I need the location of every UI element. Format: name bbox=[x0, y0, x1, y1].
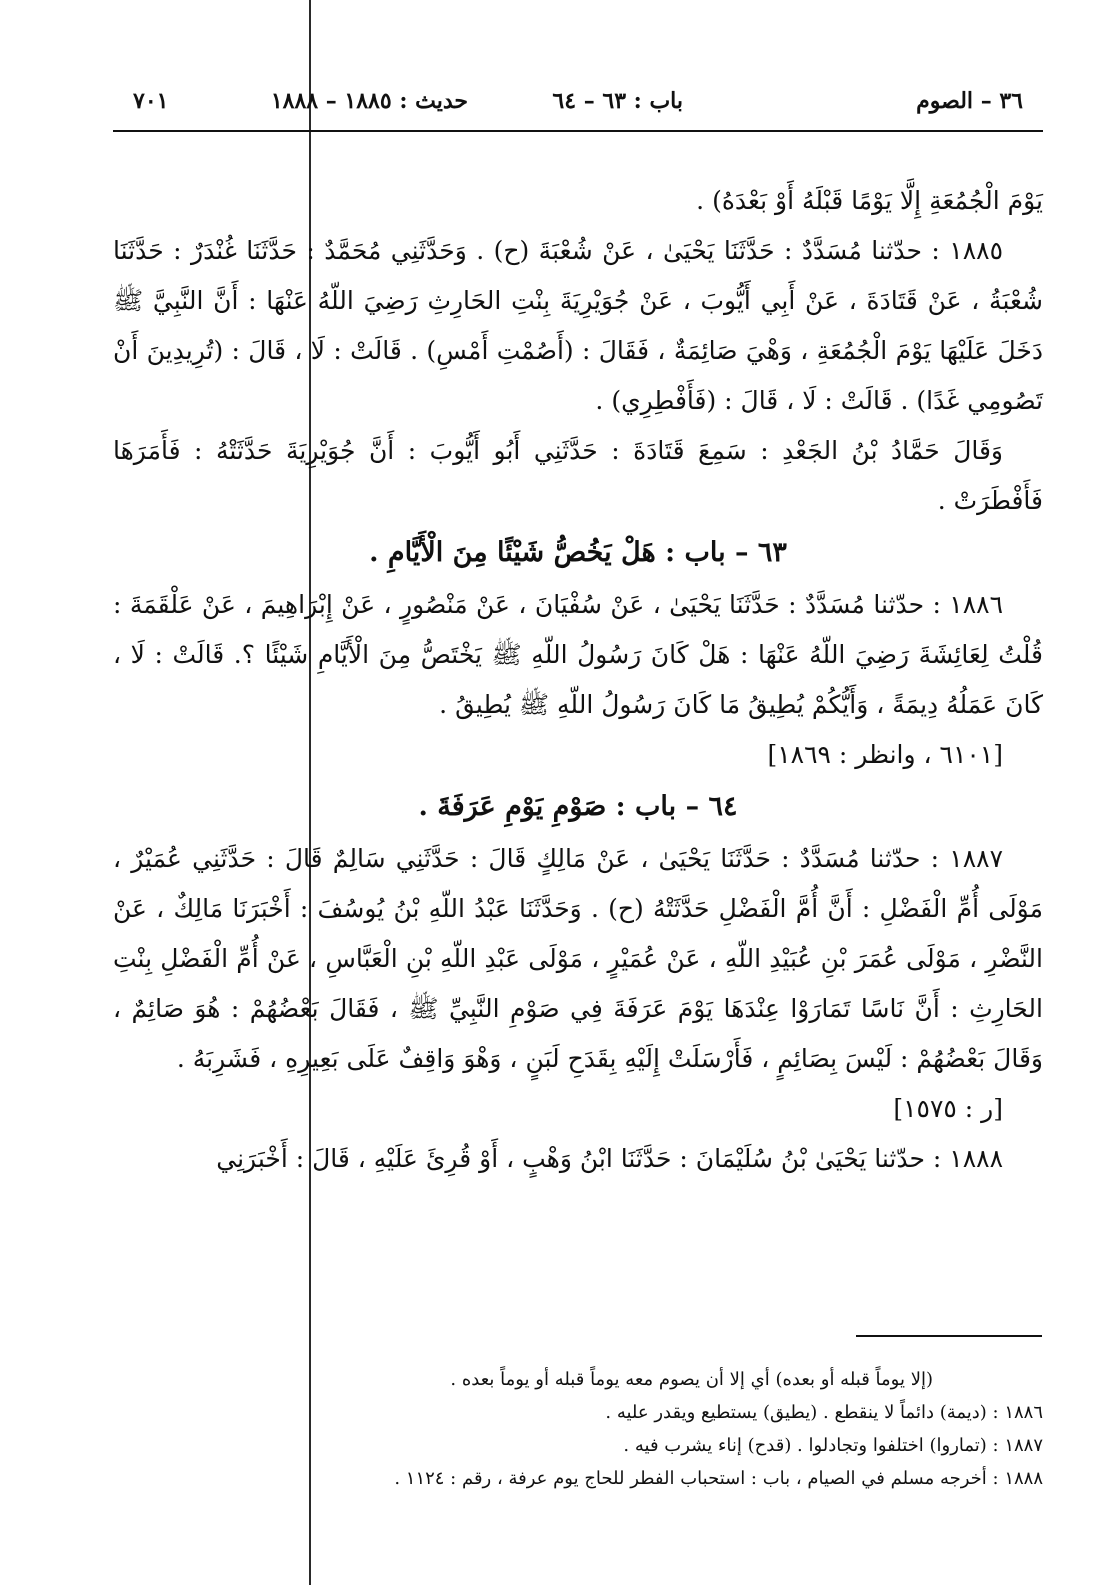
chapter-heading-63: ٦٣ – باب : هَلْ يَخُصُّ شَيْئًا مِنَ الْأَيَّامِ . bbox=[369, 537, 787, 568]
footnote-1: (إلا يوماً قبله أو بعده) أي إلا أن يصوم معه يوماً قبله أو يوماً بعده . bbox=[450, 1369, 933, 1390]
chapter-heading-64: ٦٤ – باب : صَوْمِ يَوْمِ عَرَفَةَ . bbox=[418, 791, 738, 822]
continued-line: يَوْمَ الْجُمُعَةِ إِلَّا يَوْمًا قَبْلَهُ أَوْ بَعْدَهُ) . bbox=[696, 186, 1043, 215]
footnotes bbox=[113, 1363, 1043, 1495]
cross-reference-1887: [ر : ١٥٧٥] bbox=[893, 1094, 1003, 1123]
hadith-1886: ١٨٨٦ : حدّثنا مُسَدَّدٌ : حَدَّثَنَا يَحْيَىٰ ، عَنْ سُفْيَانَ ، عَنْ مَنْصُورٍ ، عَنْ إِبْرَاهِيمَ ، عَنْ عَلْقَمَةَ : قُلْتُ لِعَائِشَةَ رَضِيَ اللّهُ عَنْهَا : هَلْ كَانَ رَسُولُ اللّهِ ﷺ يَخْتَصُّ مِنَ الْأَيَّامِ شَيْئًا ؟. قَالَتْ : لَا ، كَانَ عَمَلُهُ دِيمَةً ، وَأَيُّكُمْ يُطِيقُ مَا كَانَ رَسُولُ اللّهِ ﷺ يُطِيقُ . bbox=[113, 590, 1043, 719]
page-number: ٧٠١ bbox=[133, 88, 169, 114]
hadith-1885: ١٨٨٥ : حدّثنا مُسَدَّدٌ : حَدَّثَنَا يَحْيَىٰ ، عَنْ شُعْبَةَ (ح) . وَحَدَّثَنِي مُحَمَّدٌ : حَدَّثَنَا غُنْدَرٌ : حَدَّثَنَا شُعْبَةُ ، عَنْ قَتَادَةَ ، عَنْ أَبِي أَيُّوبَ ، عَنْ جُوَيْرِيَةَ بِنْتِ الحَارِثِ رَضِيَ اللّهُ عَنْهَا : أَنَّ النَّبِيَّ ﷺ دَخَلَ عَلَيْهَا يَوْمَ الْجُمُعَةِ ، وَهْيَ صَائِمَةٌ ، فَقَالَ : (أَصُمْتِ أَمْسِ) . قَالَتْ : لَا ، قَالَ : (تُرِيدِينَ أَنْ تَصُومِي غَدًا) . قَالَتْ : لَا ، قَالَ : (فَأَفْطِرِي) . bbox=[113, 236, 1043, 415]
footnote-rule bbox=[856, 1335, 1042, 1337]
hadith-1887: ١٨٨٧ : حدّثنا مُسَدَّدٌ : حَدَّثَنَا يَحْيَىٰ ، عَنْ مَالِكٍ قَالَ : حَدَّثَنِي سَالِمٌ قَالَ : حَدَّثَنِي عُمَيْرٌ ، مَوْلَى أُمِّ الْفَضْلِ : أَنَّ أُمَّ الْفَضْلِ حَدَّثَتْهُ (ح) . وَحَدَّثَنَا عَبْدُ اللّهِ بْنُ يُوسُفَ : أَخْبَرَنَا مَالِكٌ ، عَنْ النَّضْرِ ، مَوْلَى عُمَرَ بْنِ عُبَيْدِ اللّهِ ، عَنْ عُمَيْرٍ ، مَوْلَى عَبْدِ اللّهِ بْنِ الْعَبَّاسِ ، عَنْ أُمِّ الْفَضْلِ بِنْتِ الحَارِثِ : أَنَّ نَاسًا تَمَارَوْا عِنْدَهَا يَوْمَ عَرَفَةَ فِي صَوْمِ النَّبِيِّ ﷺ ، فَقَالَ بَعْضُهُمْ : هُوَ صَائِمٌ ، وَقَالَ بَعْضُهُمْ : لَيْسَ بِصَائِمٍ ، فَأَرْسَلَتْ إِلَيْهِ بِقَدَحِ لَبَنٍ ، وَهْوَ وَاقِفٌ عَلَى بَعِيرِهِ ، فَشَرِبَهُ . bbox=[113, 844, 1043, 1073]
hadith-1888: ١٨٨٨ : حدّثنا يَحْيَىٰ بْنُ سُلَيْمَانَ : حَدَّثَنَا ابْنُ وَهْبٍ ، أَوْ قُرِئَ عَلَيْهِ ، قَالَ : أَخْبَرَنِي bbox=[216, 1144, 1003, 1173]
footnote-1886: ١٨٨٦ : (ديمة) دائماً لا ينقطع . (يطيق) يستطيع ويقدر عليه . bbox=[605, 1402, 1043, 1423]
chapter-title: ٣٦ – الصوم bbox=[916, 88, 1023, 114]
chapter-range: باب : ٦٣ – ٦٤ bbox=[552, 88, 683, 114]
main-text bbox=[113, 176, 1043, 1184]
footnote-1888: ١٨٨٨ : أخرجه مسلم في الصيام ، باب : استحباب الفطر للحاج يوم عرفة ، رقم : ١١٢٤ . bbox=[394, 1468, 1043, 1489]
cross-reference-1886: [٦١٠١ ، وانظر : ١٨٦٩] bbox=[767, 740, 1003, 769]
hadith-range: حديث : ١٨٨٥ – ١٨٨٨ bbox=[270, 88, 468, 114]
running-header bbox=[113, 82, 1043, 122]
footnote-1887: ١٨٨٧ : (تماروا) اختلفوا وتجادلوا . (قدح) إناء يشرب فيه . bbox=[623, 1435, 1043, 1456]
header-rule bbox=[113, 130, 1043, 132]
hammad-narration: وَقَالَ حَمَّادُ بْنُ الجَعْدِ : سَمِعَ قَتَادَةَ : حَدَّثَنِي أَبُو أَيُّوبَ : أَنَّ جُوَيْرِيَةَ حَدَّثَتْهُ : فَأَمَرَهَا فَأَفْطَرَتْ . bbox=[113, 436, 1043, 515]
